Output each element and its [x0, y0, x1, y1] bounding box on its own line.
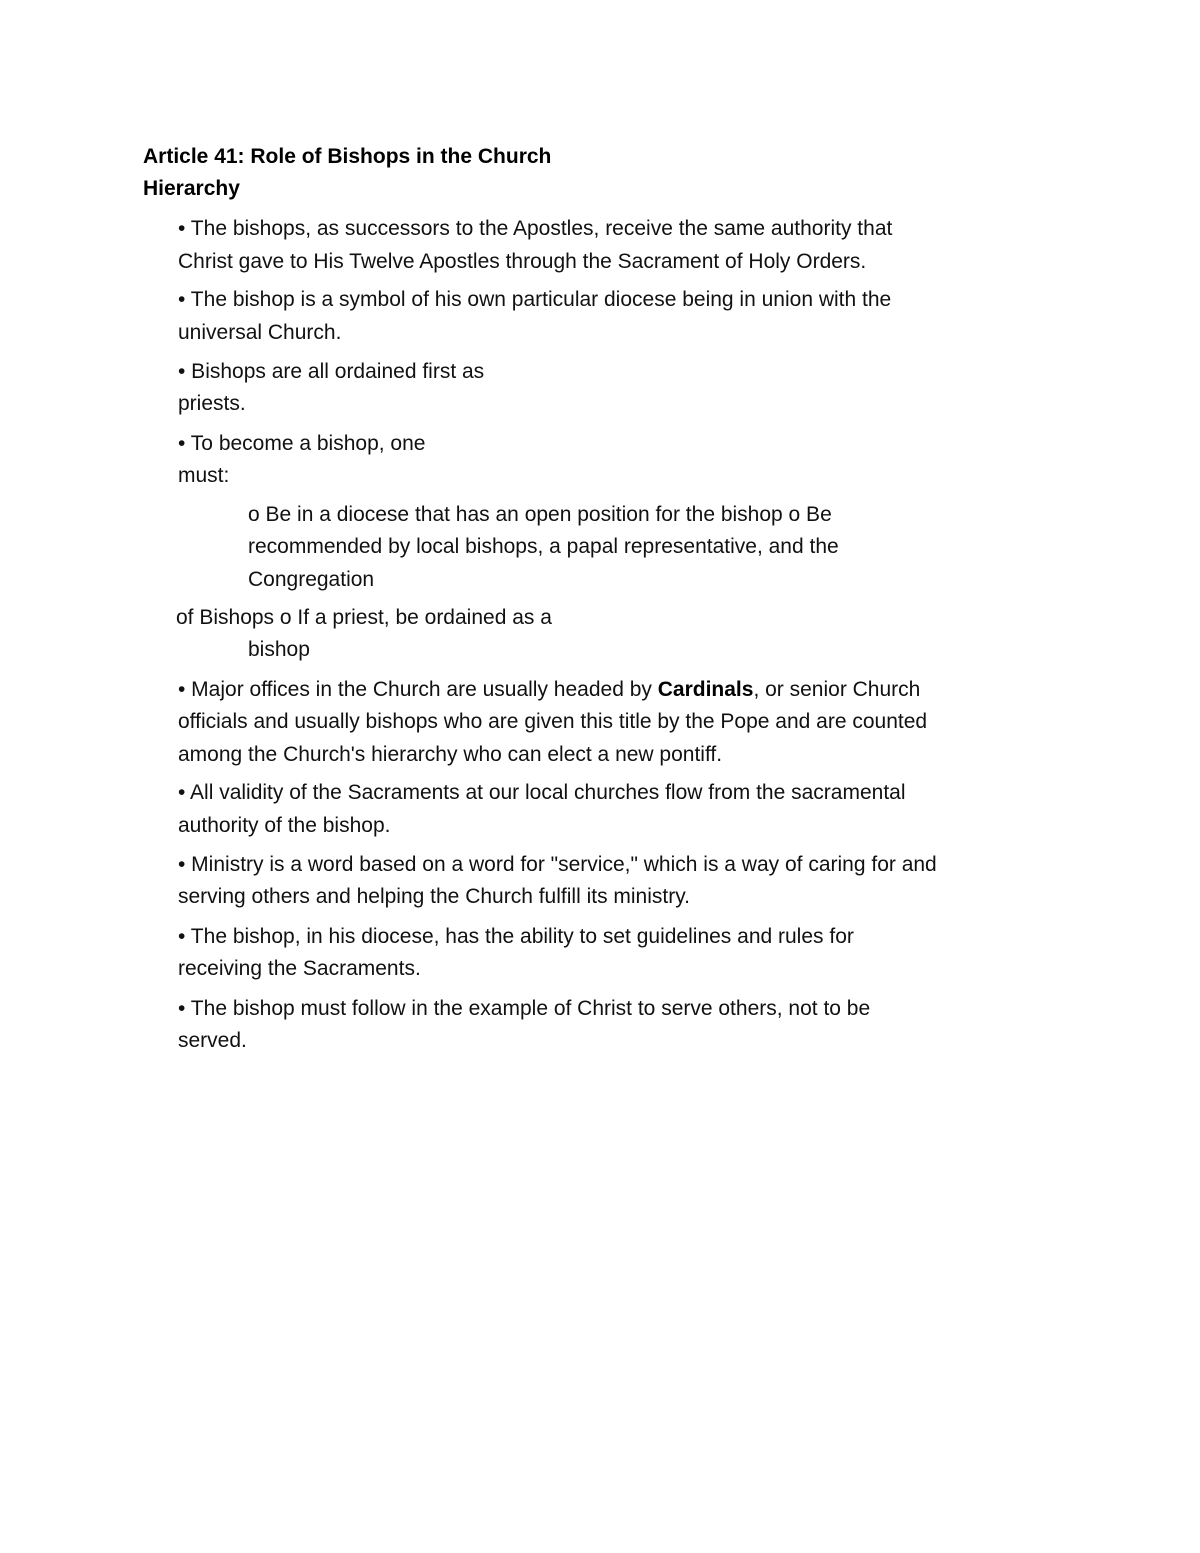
bullet-line: • Bishops are all ordained first as [178, 360, 485, 383]
text-line: bishop [248, 638, 310, 661]
text-line: recommended by local bishops, a papal representative, and the [248, 535, 839, 558]
sub-bullet-line: of Bishops o If a priest, be ordained as a [176, 606, 552, 629]
text-line: served. [178, 1029, 247, 1052]
text-line: universal Church. [178, 321, 342, 344]
text-line: Christ gave to His Twelve Apostles through the Sacrament of Holy Orders. [178, 250, 867, 273]
bullet-line: • The bishop, in his diocese, has the ability to set guidelines and rules for [178, 925, 854, 948]
text-line: Congregation [248, 568, 375, 591]
text-line: among the Church's hierarchy who can elect a new pontiff. [178, 743, 723, 766]
bullet-line [178, 677, 920, 702]
sub-bullet-line: o Be in a diocese that has an open position for the bishop o Be [248, 503, 832, 526]
bullet-line: • Ministry is a word based on a word for "service," which is a way of caring for and [178, 853, 937, 876]
text-line: authority of the bishop. [178, 814, 391, 837]
document-title-continued: Hierarchy [143, 177, 240, 200]
bullet-line: • The bishop must follow in the example of Christ to serve others, not to be [178, 997, 871, 1020]
bullet-line: • The bishops, as successors to the Apostles, receive the same authority that [178, 217, 893, 240]
bullet-text-end: , or senior Church [753, 678, 921, 701]
text-line: must: [178, 464, 230, 487]
text-line: officials and usually bishops who are given this title by the Pope and are counted [178, 710, 928, 733]
text-line: priests. [178, 392, 246, 415]
cardinals-term: Cardinals [657, 678, 754, 701]
document-title: Article 41: Role of Bishops in the Church [143, 145, 552, 168]
bullet-line: • To become a bishop, one [178, 432, 426, 455]
bullet-text: • Major offices in the Church are usually headed by [178, 678, 658, 701]
text-line: receiving the Sacraments. [178, 957, 421, 980]
bullet-line: • The bishop is a symbol of his own particular diocese being in union with the [178, 288, 892, 311]
bullet-line: • All validity of the Sacraments at our local churches flow from the sacramental [178, 781, 906, 804]
text-line: serving others and helping the Church fulfill its ministry. [178, 885, 691, 908]
